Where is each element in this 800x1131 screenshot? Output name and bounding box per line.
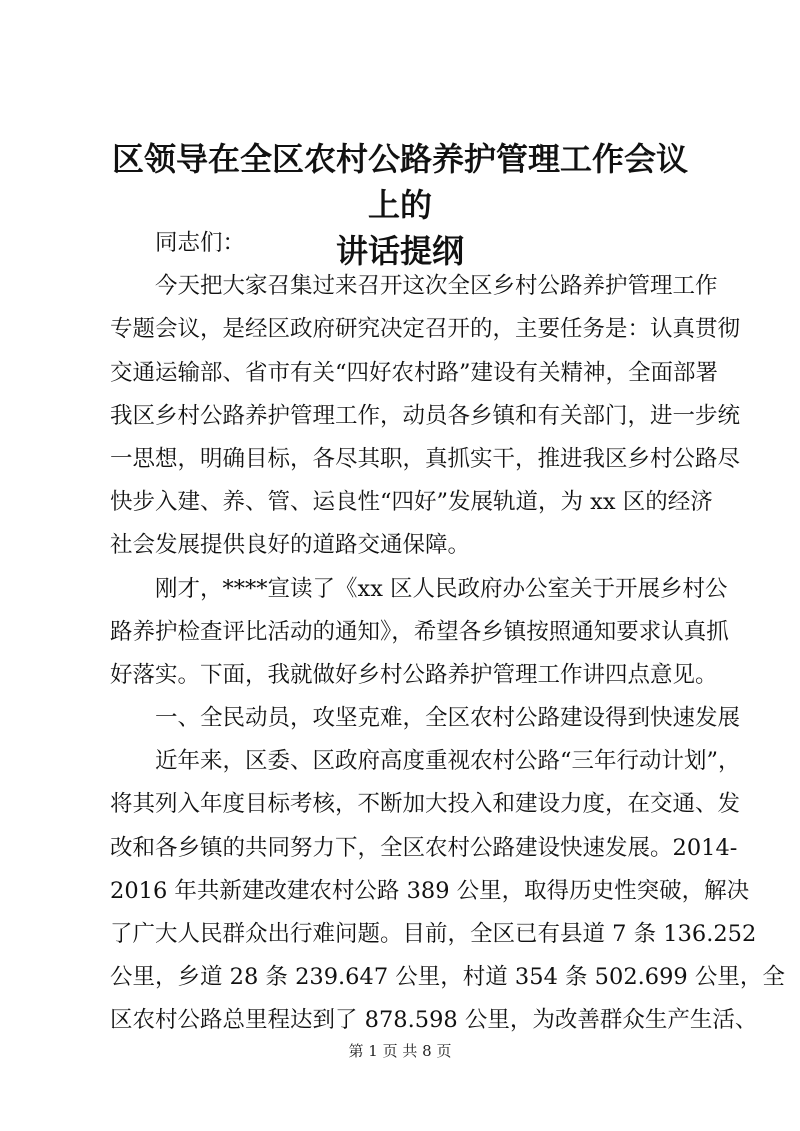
- paragraph-3-line-7: 区农村公路总里程达到了 878.598 公里，为改善群众生产生活、: [110, 1007, 758, 1034]
- title-line-2: 讲话提纲: [335, 232, 464, 270]
- paragraph-3-line-2: 将其列入年度目标考核，不断加大投入和建设力度，在交通、发: [110, 791, 741, 818]
- paragraph-3-line-6: 公里，乡道 28 条 239.647 公里，村道 354 条 502.699 公里，全: [110, 964, 785, 991]
- document-body: [110, 222, 785, 1043]
- title-line-1: 区领导在全区农村公路养护管理工作会议上的: [111, 140, 688, 224]
- section-heading-1: 一、全民动员，攻坚克难，全区农村公路建设得到快速发展: [155, 705, 741, 732]
- paragraph-1-line-1: 今天把大家召集过来召开这次全区乡村公路养护管理工作: [155, 273, 718, 300]
- paragraph-3-line-4: 2016 年共新建改建农村公路 389 公里，取得历史性突破，解决: [110, 877, 750, 904]
- paragraph-1-line-7: 社会发展提供良好的道路交通保障。: [110, 532, 471, 559]
- paragraph-1-line-5: 一思想，明确目标，各尽其职，真抓实干，推进我区乡村公路尽: [110, 445, 741, 472]
- paragraph-1-line-3: 交通运输部、省市有关“四好农村路”建设有关精神，全面部署: [110, 359, 719, 386]
- paragraph-1-line-4: 我区乡村公路养护管理工作，动员各乡镇和有关部门，进一步统: [110, 402, 741, 429]
- paragraph-3-line-5: 了广大人民群众出行难问题。目前，全区已有县道 7 条 136.252: [110, 921, 757, 947]
- paragraph-1-line-6: 快步入建、养、管、运良性“四好”发展轨道，为 xx 区的经济: [110, 489, 713, 516]
- paragraph-3-line-1: 近年来，区委、区政府高度重视农村公路“三年行动计划”，: [155, 748, 741, 775]
- paragraph-1-line-2: 专题会议，是经区政府研究决定召开的，主要任务是：认真贯彻: [110, 316, 741, 343]
- paragraph-2-line-1: 刚才，****宣读了《xx 区人民政府办公室关于开展乡村公: [155, 575, 728, 602]
- page-number-footer: 第 1 页 共 8 页: [348, 1042, 452, 1060]
- salutation: 同志们：: [155, 230, 246, 256]
- paragraph-2-line-3: 好落实。下面，我就做好乡村公路养护管理工作讲四点意见。: [110, 661, 718, 688]
- paragraph-3-line-3: 改和各乡镇的共同努力下，全区农村公路建设快速发展。2014-: [110, 834, 738, 861]
- paragraph-2-line-2: 路养护检查评比活动的通知》，希望各乡镇按照通知要求认真抓: [110, 618, 729, 645]
